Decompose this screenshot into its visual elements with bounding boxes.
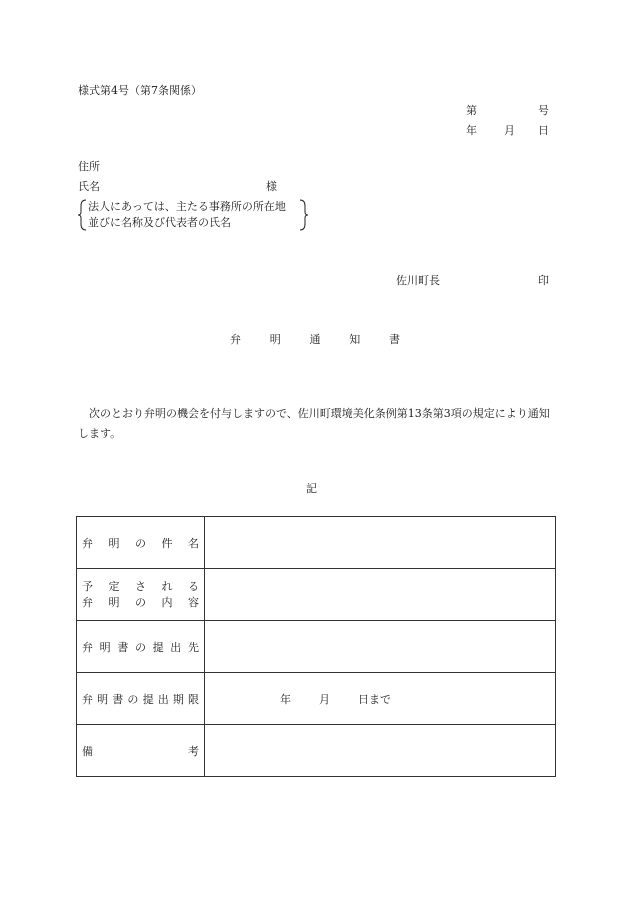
row-value-destination: [205, 621, 556, 673]
row-value-subject: [205, 517, 556, 569]
title-char: 弁: [230, 333, 241, 346]
notice-body: 次のとおり弁明の機会を付与しますので、佐川町環境美化条例第13条第3項の規定により通知します。: [78, 407, 550, 440]
corporate-note-line2: 並びに名称及び代表者の氏名: [88, 216, 231, 229]
row-value-content: [205, 569, 556, 621]
deadline-year: 年: [280, 692, 291, 706]
row-label-content: 予 定 さ れ る 弁 明 の 内 容: [77, 569, 205, 621]
title-char: 知: [349, 333, 361, 346]
row-value-deadline: [205, 673, 556, 725]
label-char: 名: [188, 536, 199, 550]
label-char: 件: [161, 536, 173, 550]
table-row: [77, 569, 556, 621]
document-title: [230, 331, 400, 347]
table-row: [77, 621, 556, 673]
deadline-month: 月: [319, 692, 330, 706]
row-label-destination: 弁 明 書 の 提 出 先: [77, 621, 205, 673]
title-char: 通: [309, 333, 321, 346]
address-label: 住所: [78, 160, 100, 173]
date-month: 月: [504, 124, 515, 137]
honorific: 様: [266, 180, 277, 193]
corporate-note-bracket: [78, 198, 308, 232]
notice-table: [76, 516, 556, 777]
ki-marker: 記: [306, 482, 317, 495]
document-number-suffix: 号: [538, 104, 549, 117]
name-label: 氏名: [78, 180, 100, 193]
seal-mark: 印: [538, 274, 549, 287]
date-day: 日: [538, 124, 549, 137]
row-label-remarks: [77, 725, 205, 777]
deadline-day: 日まで: [358, 692, 391, 706]
title-char: 明: [269, 333, 281, 346]
table-row: [77, 725, 556, 777]
title-char: 書: [389, 333, 400, 346]
row-label-deadline: 弁 明 書 の 提 出 期 限: [77, 673, 205, 725]
label-remarks-left: 備: [82, 744, 93, 758]
row-label-subject: [77, 517, 205, 569]
sender-title: 佐川町長: [396, 274, 440, 287]
date-year: 年: [466, 124, 477, 137]
label-char: 明: [108, 536, 120, 550]
label-remarks-right: 考: [188, 744, 199, 758]
label-char: の: [135, 536, 146, 550]
label-char: 弁: [82, 536, 93, 550]
form-number: 様式第4号（第7条関係）: [78, 84, 202, 97]
corporate-note-line1: 法人にあっては、主たる事務所の所在地: [88, 200, 286, 213]
document-number-prefix: 第: [466, 104, 477, 117]
table-row: [77, 517, 556, 569]
table-row: [77, 673, 556, 725]
row-value-remarks: [205, 725, 556, 777]
